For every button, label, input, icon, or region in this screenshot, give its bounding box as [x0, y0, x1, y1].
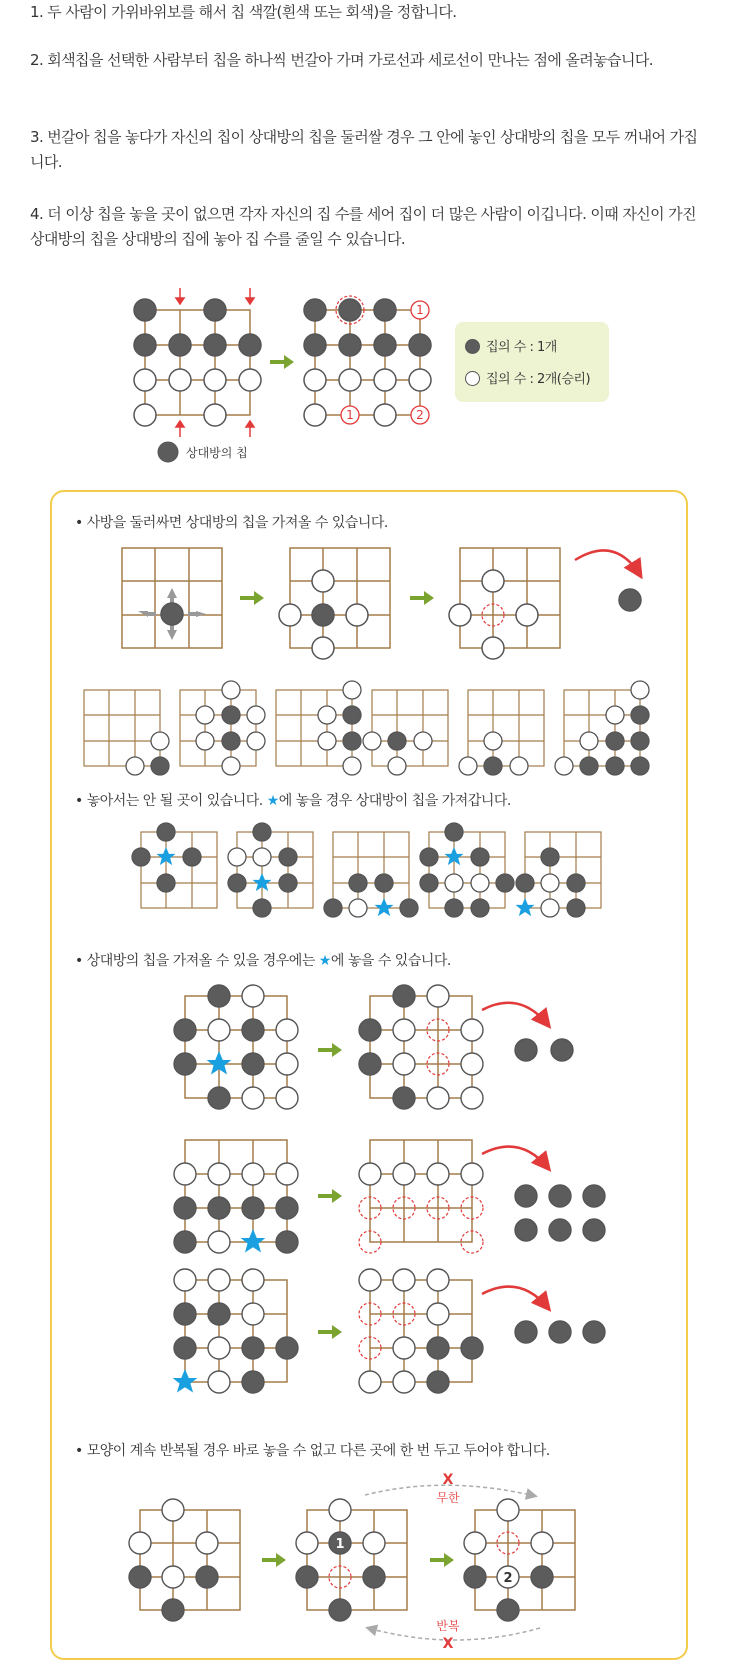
- rule-3: 3. 번갈아 칩을 놓다가 자신의 칩이 상대방의 칩을 둘러쌀 경우 그 안에 놓인 상대방의 칩을 모두 꺼내어 가집니다.: [30, 128, 698, 171]
- rule-4: 4. 더 이상 칩을 놓을 곳이 없으면 각자 자신의 집 수를 세어 집이 더 많은 사람이 이깁니다. 이때 자신이 가진 상대방의 칩을 상대방의 집에 놓아 집 수를 줄일 수 있습니다.: [30, 205, 696, 248]
- ko-board-3: [475, 1510, 575, 1610]
- rule-1: 1. 두 사람이 가위바위보를 해서 칩 색깔(흰색 또는 회색)을 정합니다.: [30, 3, 457, 21]
- exception-board-b1: [185, 1140, 287, 1242]
- ko-board-2: [307, 1510, 407, 1610]
- exception-board-a2: [370, 996, 472, 1098]
- tip-exception-text: • 상대방의 칩을 가져올 수 있을 경우에는: [75, 953, 315, 969]
- exception-board-a1: [185, 996, 287, 1098]
- star-icon: ★: [318, 953, 331, 969]
- scoring-board-1-chips: [134, 299, 261, 426]
- star-icon: ★: [266, 793, 279, 809]
- capture-board-2: [290, 548, 390, 648]
- territory-marker-1: 1: [416, 303, 424, 317]
- arrow-right-icon: [410, 591, 434, 605]
- take-arrow-icon: [575, 550, 640, 575]
- legend-white-label: 집의 수 : 2개(승리): [486, 372, 591, 387]
- ko-board-1: [140, 1510, 240, 1610]
- ko-move-1: 1: [335, 1537, 345, 1552]
- scoring-board-2-chips: [304, 299, 431, 426]
- tip-capture: • 사방을 둘러싸면 상대방의 칩을 가져올 수 있습니다.: [75, 515, 388, 531]
- territory-marker-1b: 1: [346, 408, 354, 422]
- arrow-right-icon: [318, 1189, 342, 1203]
- arrow-right-icon: [240, 591, 264, 605]
- cross-icon: X: [442, 1472, 454, 1488]
- capture-board-3: [460, 548, 560, 648]
- ko-repeat-label: 반복: [436, 1619, 460, 1633]
- arrow-right-icon: [318, 1325, 342, 1339]
- exception-board-b2: [370, 1140, 472, 1242]
- tip-exception-rest: 에 놓을 수 있습니다.: [330, 953, 451, 969]
- arrow-right-icon: [430, 1553, 454, 1567]
- rule-2: 2. 회색칩을 선택한 사람부터 칩을 하나씩 번갈아 가며 가로선과 세로선이 만나는 점에 올려놓습니다.: [30, 51, 653, 69]
- opponent-chip-icon: [158, 442, 178, 462]
- ko-infinite-label: 무한: [436, 1491, 460, 1505]
- arrow-right-icon: [262, 1553, 286, 1567]
- exception-board-c2: [370, 1280, 472, 1382]
- tip-forbidden-rest: 에 놓을 경우 상대방이 칩을 가져갑니다.: [278, 793, 511, 809]
- territory-marker-2: 2: [416, 408, 424, 422]
- arrow-right-icon: [318, 1043, 342, 1057]
- forbidden-examples: [141, 832, 601, 908]
- opponent-chip-label: 상대방의 칩: [186, 446, 248, 460]
- tip-ko: • 모양이 계속 반복될 경우 바로 놓을 수 없고 다른 곳에 한 번 두고 두어야 합니다.: [75, 1443, 550, 1459]
- legend-gray-label: 집의 수 : 1개: [486, 340, 557, 355]
- ko-move-2: 2: [503, 1571, 513, 1586]
- scoring-board-1: [145, 310, 250, 415]
- edge-examples: [84, 690, 640, 766]
- exception-board-c1: [185, 1280, 287, 1382]
- arrow-right-icon: [270, 355, 294, 369]
- scoring-board-2: [315, 310, 420, 415]
- tip-forbidden-text: • 놓아서는 안 될 곳이 있습니다.: [75, 793, 263, 809]
- cross-icon: X: [442, 1636, 454, 1652]
